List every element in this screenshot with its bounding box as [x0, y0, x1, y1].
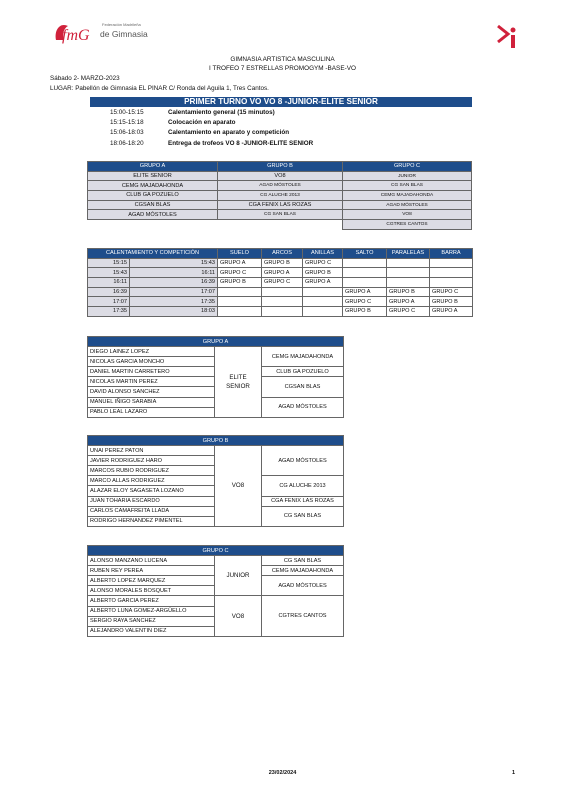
apparatus-header: SUELO [218, 249, 262, 259]
table-row: ALONSO MORALES BOSQUET [88, 586, 344, 596]
table-row: MARCOS RUBIO RODRIGUEZ [88, 466, 344, 476]
table-row: SERGIO RAYA SANCHEZ [88, 616, 344, 626]
apparatus-header: SALTO [343, 249, 387, 259]
group-header: GRUPO C [343, 162, 472, 172]
group-b-roster [87, 435, 344, 527]
roster-title: GRUPO B [88, 436, 344, 446]
table-row: 15:43 16:11 GRUPO C GRUPO A GRUPO B [88, 268, 473, 278]
table-row: NICOLAS GARCIA MONCHO [88, 357, 344, 367]
category-cell: VO8 [215, 446, 262, 527]
category-cell: VO8 [215, 596, 262, 636]
table-row: CEMG MAJADAHONDA AGAD MÓSTOLES CG SAN BLAS [88, 181, 472, 191]
table-row: 16:39 17:07 GRUPO A GRUPO B GRUPO C [88, 287, 473, 297]
table-row: 15:15 15:43 GRUPO A GRUPO B GRUPO C [88, 258, 473, 268]
table-row: ALEJANDRO VALENTIN DIEZ [88, 626, 344, 636]
table-row: ALBERTO GARCIA PEREZ VO8 CGTRES CANTOS [88, 596, 344, 606]
event-place: LUGAR: Pabellón de Gimnasia EL PINAR C/ Ronda del Aguila 1, Tres Cantos. [50, 85, 269, 92]
category-cell: ELITE SENIOR [215, 347, 262, 418]
table-row: DAVID ALONSO SANCHEZ [88, 387, 344, 397]
schedule-row: 15:06-18:03 Calentamiento en aparato y competición [110, 129, 290, 136]
table-row: RODRIGO HERNANDEZ PIMENTEL [88, 516, 344, 526]
table-row: PABLO LEAL LAZARO [88, 407, 344, 417]
event-date: Sábado 2- MARZO-2023 [50, 75, 120, 82]
table-row: UNAI PEREZ PATON VO8 AGAD MÓSTOLES [88, 446, 344, 456]
table-row: CGSAN BLAS CGA FENIX LAS ROZAS AGAD MÓSTOLES [88, 200, 472, 210]
table-row: MARCO ALLAS RODRIGUEZ CG ALUCHE 2013 [88, 476, 344, 486]
group-header: GRUPO A [88, 162, 218, 172]
roster-title: GRUPO C [88, 546, 344, 556]
apparatus-header: ANILLAS [303, 249, 343, 259]
rotation-header: CALENTAMIENTO Y COMPETICIÓN [88, 249, 218, 259]
apparatus-header: BARRA [430, 249, 473, 259]
table-row: ALBERTO LUNA GOMEZ-ARGÜELLO [88, 606, 344, 616]
group-c-roster [87, 545, 344, 637]
category-cell: JUNIOR [215, 556, 262, 596]
svg-text:fmG: fmG [62, 27, 90, 44]
table-row: JAVIER RODRIGUEZ HARO [88, 456, 344, 466]
table-row: ALBERTO LOPEZ MARQUEZ AGAD MÓSTOLES [88, 576, 344, 586]
table-row: ALAZAR ELOY SAGASETA LOZANO [88, 486, 344, 496]
footer-date: 23/02/2024 [268, 770, 297, 776]
table-row: DANIEL MARTIN CARRETERO CLUB GA POZUELO [88, 367, 344, 377]
roster-title: GRUPO A [88, 337, 344, 347]
group-header: GRUPO B [218, 162, 343, 172]
table-row: CARLOS CAMAFREITA LLADA CG SAN BLAS [88, 506, 344, 516]
table-row: 16:11 16:39 GRUPO B GRUPO C GRUPO A [88, 278, 473, 288]
table-row: RUBEN REY PEREA CEMG MAJADAHONDA [88, 566, 344, 576]
groups-table [87, 161, 472, 230]
apparatus-header: ARCOS [262, 249, 303, 259]
schedule-row: 18:06-18:20 Entrega de trofeos VO 8 -JUNIOR-ELITE SENIOR [110, 140, 314, 147]
group-a-roster [87, 336, 344, 418]
table-row: ELITE SENIOR VO8 JUNIOR [88, 171, 472, 181]
table-row: NICOLAS MARTIN PEREZ CGSAN BLAS [88, 377, 344, 387]
table-row: ALONSO MANZANO LUCENA JUNIOR CG SAN BLAS [88, 556, 344, 566]
table-row: CLUB GA POZUELO CG ALUCHE 2013 CEMG MAJADAHONDA [88, 191, 472, 201]
session-banner: PRIMER TURNO VO VO 8 -JUNIOR-ELITE SENIOR [90, 97, 472, 107]
federation-logo [50, 20, 160, 50]
rotation-header-row [88, 249, 473, 259]
federation-name: de Gimnasia [100, 29, 148, 39]
federation-name-small: Federación Madrileña [102, 22, 141, 27]
schedule-row: 15:15-15:18 Colocación en aparato [110, 119, 236, 126]
schedule-row: 15:00-15:15 Calentamiento general (15 minutos) [110, 109, 275, 116]
rotation-table [87, 248, 473, 317]
title-1: GIMNASIA ARTISTICA MASCULINA [230, 56, 335, 63]
table-row: 17:07 17:35 GRUPO C GRUPO A GRUPO B [88, 297, 473, 307]
sponsor-logo [495, 24, 519, 50]
table-row: MANUEL IÑIGO SARABIA AGAD MÓSTOLES [88, 397, 344, 407]
apparatus-header: PARALELAS [387, 249, 430, 259]
table-row: AGAD MÓSTOLES CG SAN BLAS VO8 [88, 210, 472, 220]
table-row: 17:35 18:03 GRUPO B GRUPO C GRUPO A [88, 307, 473, 317]
table-row: CGTRES CANTOS [88, 220, 472, 230]
table-row: JUAN TOHARIA ESCARDO CGA FENIX LAS ROZAS [88, 496, 344, 506]
groups-header-row [88, 162, 472, 172]
table-row: DIEGO LAINEZ LOPEZ ELITE SENIOR CEMG MAJADAHONDA [88, 347, 344, 357]
title-2: I TROFEO 7 ESTRELLAS PROMOGYM -BASE-VO [209, 65, 356, 72]
page-number: 1 [512, 770, 516, 776]
